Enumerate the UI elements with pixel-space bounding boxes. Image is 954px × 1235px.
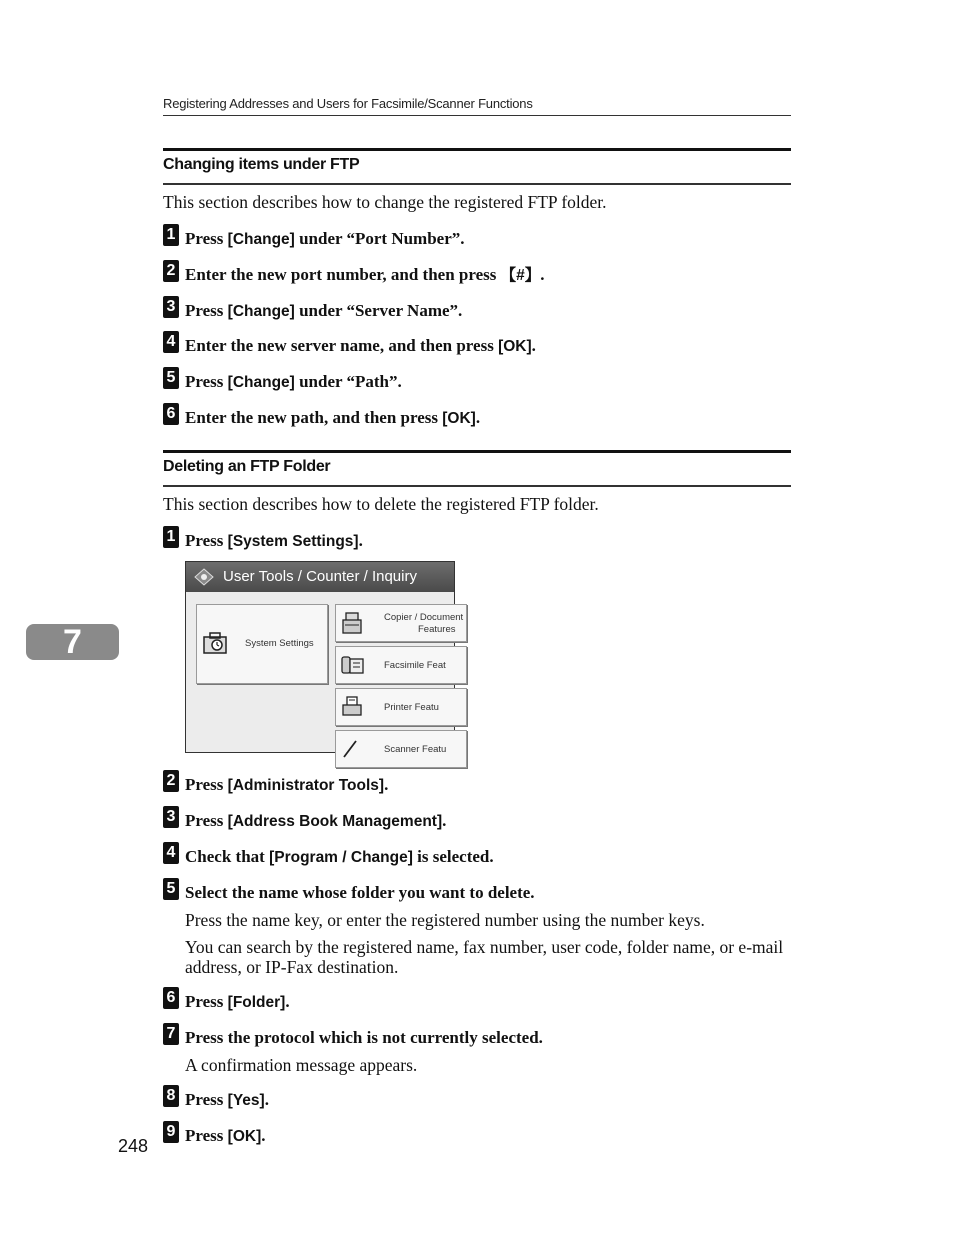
step-text: Press [Administrator Tools]. [185,775,389,794]
key-label: [System Settings] [227,533,359,550]
section-top-rule [163,148,791,151]
printer-label: Printer Featu [384,702,439,713]
step-text: Enter the new path, and then press [OK]. [185,408,481,427]
step [163,367,402,394]
step [163,1121,265,1148]
scanner-icon [340,737,366,761]
step-text: Press [Change] under “Port Number”. [185,229,465,248]
key-label: 【#】 [500,267,541,284]
step-note: Press the name key, or enter the registered number using the number keys. [185,910,705,930]
user-tools-screenshot [185,561,464,755]
step-text: Press [OK]. [185,1126,266,1145]
key-label: [Change] [227,231,295,248]
step-note: You can search by the registered name, fax number, user code, folder name, or e-mail address, or IP-Fax destination. [185,937,784,977]
system-settings-icon [202,631,228,655]
step-text: Select the name whose folder you want to delete. [185,883,535,902]
page-number: 248 [118,1136,149,1156]
step-number-badge: 2 [163,770,179,792]
step [163,1023,543,1049]
screen-title: User Tools / Counter / Inquiry [223,568,417,585]
step-text: Check that [Program / Change] is selected. [185,847,494,866]
screen-title-bar [186,562,454,592]
step [163,987,290,1014]
key-label: [Folder] [227,994,286,1011]
copier-document-features-button[interactable] [335,604,467,642]
key-label: [Change] [227,303,295,320]
running-header: Registering Addresses and Users for Facsimile/Scanner Functions [163,96,533,111]
step-text: Press [Change] under “Path”. [185,372,402,391]
step-number-badge: 7 [163,1023,179,1045]
step-text: Press [Address Book Management]. [185,811,447,830]
section-intro: This section describes how to change the registered FTP folder. [163,192,607,212]
section-title-changing-ftp: Changing items under FTP [163,156,360,173]
step-number-badge: 3 [163,806,179,828]
user-tools-icon [194,568,214,586]
header-rule [163,115,791,116]
key-label: [Address Book Management] [227,813,443,830]
step-number-badge: 6 [163,987,179,1009]
step-text: Enter the new server name, and then press [OK]. [185,336,536,355]
facsimile-icon [340,653,366,677]
step [163,296,462,323]
step-text: Enter the new port number, and then press 【#】. [185,265,545,284]
step-number-badge: 9 [163,1121,179,1143]
step [163,403,480,430]
system-settings-button[interactable] [196,604,328,684]
copier-icon [340,611,366,635]
step [163,331,536,358]
section-title-deleting-ftp: Deleting an FTP Folder [163,458,331,475]
facsimile-label: Facsimile Feat [384,660,446,671]
section-intro: This section describes how to delete the registered FTP folder. [163,494,599,514]
step-text: Press [System Settings]. [185,531,363,550]
step-number-badge: 4 [163,842,179,864]
printer-features-button[interactable] [335,688,467,726]
facsimile-features-button[interactable] [335,646,467,684]
section-bottom-rule [163,183,791,185]
printer-icon [340,695,366,719]
step [163,526,363,553]
step [163,878,535,904]
step-number-badge: 6 [163,403,179,425]
step [163,770,388,797]
system-settings-label: System Settings [245,638,314,649]
key-label: [OK] [498,338,532,355]
step-number-badge: 1 [163,526,179,548]
step [163,260,545,287]
key-label: [Yes] [227,1092,265,1109]
step-number-badge: 3 [163,296,179,318]
step-text: Press [Yes]. [185,1090,269,1109]
step-number-badge: 4 [163,331,179,353]
step [163,224,465,251]
step [163,842,494,869]
step-number-badge: 2 [163,260,179,282]
screen-body [186,592,464,755]
key-label: [OK] [227,1128,262,1145]
copier-label-line1: Copier / Document [384,612,464,623]
section-top-rule [163,450,791,453]
step-number-badge: 1 [163,224,179,246]
step-note: A confirmation message appears. [185,1055,418,1075]
step-number-badge: 5 [163,367,179,389]
key-label: [Administrator Tools] [227,777,385,794]
chapter-tab: 7 [26,624,119,660]
step [163,1085,269,1112]
step [163,806,446,833]
section-bottom-rule [163,485,791,487]
step-number-badge: 8 [163,1085,179,1107]
step-text: Press [Change] under “Server Name”. [185,301,463,320]
key-label: [Program / Change] [269,849,413,866]
scanner-features-button[interactable] [335,730,467,768]
step-number-badge: 5 [163,878,179,900]
scanner-label: Scanner Featu [384,744,447,755]
key-label: [OK] [442,410,476,427]
copier-label-line2: Features [418,624,456,635]
step-text: Press the protocol which is not currently selected. [185,1028,543,1047]
step-text: Press [Folder]. [185,992,290,1011]
key-label: [Change] [227,374,295,391]
